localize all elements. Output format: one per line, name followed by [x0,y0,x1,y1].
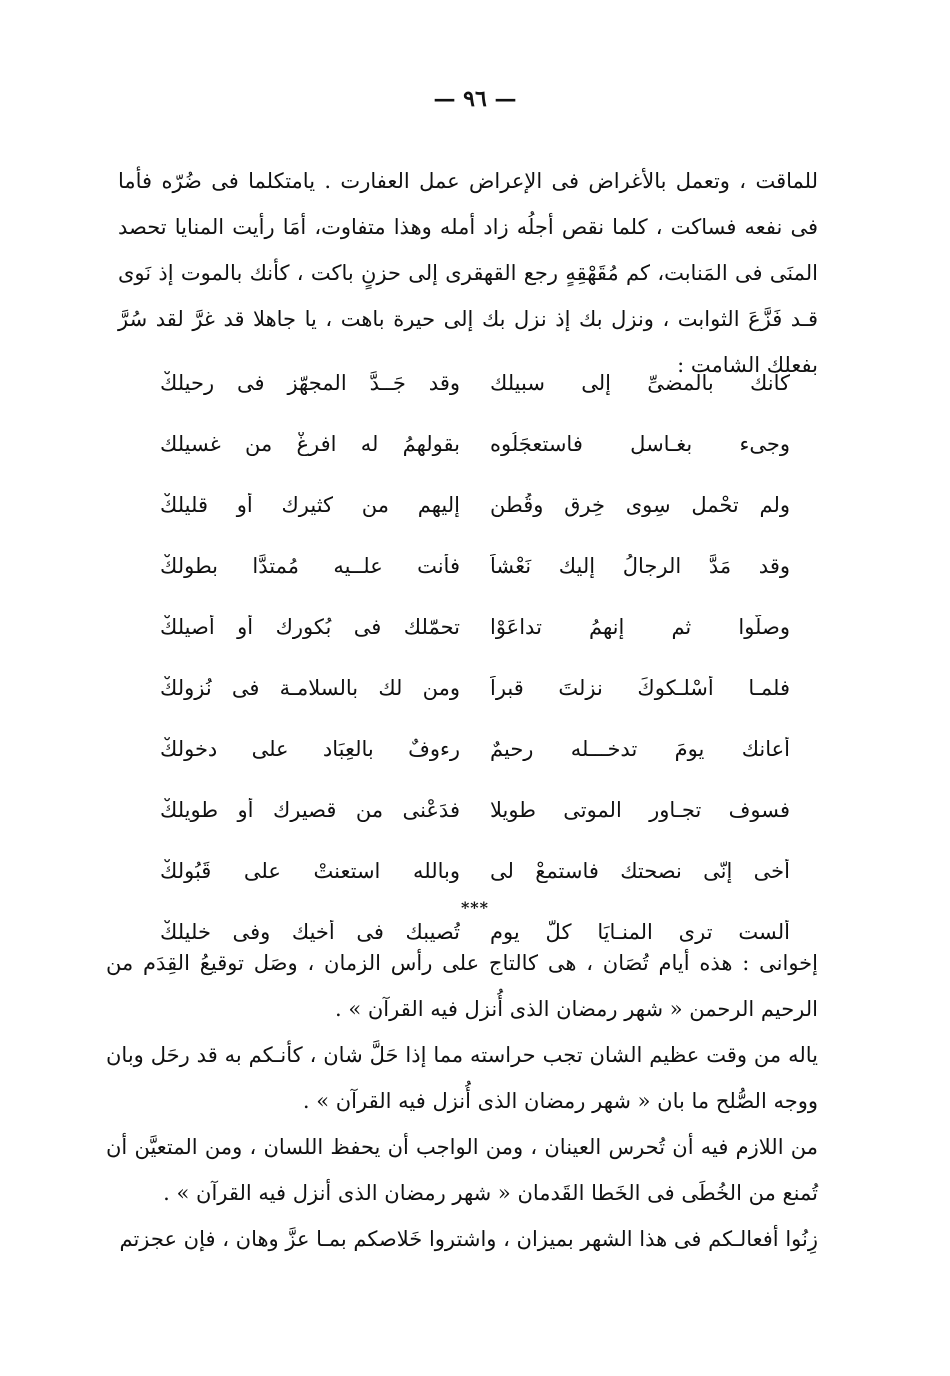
verse-second-hemistich: فدَعْنى من قصيرك أو طويلكْ [160,797,460,822]
paragraph: إخوانى : هذه أيام تُصَان ، هى كالتاج على رأس الزمان ، وصَل توقيعُ القِدَم من الرحيم الرحمن « شهر رمضان الذى أُنزل فيه القرآن » . [106,951,818,1021]
paragraph: زِنُوا أفعالـكم فى هذا الشهر بميزان ، واشتروا خَلاصكم بمـا عزَّ وهان ، فإن عجزتم [119,1227,818,1251]
verse-first-hemistich: ولم تحْمل سِوى خِرق وقُطن [490,492,790,517]
verse [160,352,790,413]
section-separator: *** [460,898,490,917]
verse-second-hemistich: ومن لك بالسلامـة فى نُزولكْ [160,675,460,700]
verse-second-hemistich: تُصيبك فى أخيك وفى خليلكْ [160,919,460,944]
verse [160,474,790,535]
verse-second-hemistich: وقد جَــدَّ المجهّز فى رحيلكْ [160,370,460,395]
verse-first-hemistich: فلمـا أسْلـكوكَ نزلتَ قبراً [490,675,790,700]
verse-first-hemistich: كأنك بالمضىِّ إلى سبيلك [490,370,790,395]
verse-first-hemistich: وجىء بغـاسلٍ فاستعجَلُوه [490,431,790,456]
poem [160,352,790,962]
verse [160,718,790,779]
verse [160,596,790,657]
verse [160,779,790,840]
verse-first-hemistich: وقد مَدَّ الرجالُ إليك نَعْشاً [490,553,790,578]
paragraph: من اللازم فيه أن تُحرس العينان ، ومن الواجب أن يحفظ اللسان ، ومن المتعيَّن أن تُمنع من الخُطَى فى الخَطا القَدمان « شهر رمضان الذى أنزل فيه القرآن » . [106,1135,818,1205]
paragraph: للماقت ، وتعمل بالأغراض فى الإعراض عمل العفارت . يامتكلما فى ضُرّه فأما فى نفعه فساكت ، كلما نقص أجلُه زاد أمله وهذا متفاوت، أمَا رأيت المنايا تحصد المنَى فى المَنابت، كم مُقَهْقِهٍ رجع القهقرى إلى حزنٍ باكت ، كأنك بالموت إذ نَوى قـد فَزَّعَ الثوابت ، ونزل بك إذ نزل بك إلى حيرة باهت ، يا جاهلا قد غرَّ لقد سُرَّ بفعلك الشامت : [118,169,818,377]
verse-second-hemistich: تحمّلك فى بُكورك أو أصيلكْ [160,614,460,639]
verse [160,657,790,718]
closing-paragraphs [106,940,818,1262]
verse-second-hemistich: رءوفٌ بالعِبَاد على دخولكْ [160,736,460,761]
verse-first-hemistich: وصلّوا ثم إنهمُ تداعَوْا [490,614,790,639]
paragraph: ياله من وقت عظيم الشان تجب حراسته مما إذا حَلَّ شان ، كأنـكم به قد رحَل وبان ووجه الصُّلح ما بان « شهر رمضان الذى أُنزل فيه القرآن » . [106,1043,818,1113]
verse-second-hemistich: إليهم من كثيرك أو قليلكْ [160,492,460,517]
verse [160,413,790,474]
verse-second-hemistich: بقولهمُ له افرغْ من غسيلك [160,431,460,456]
verse-first-hemistich: ألست ترى المنـايَا كلَّ يوم [490,919,790,944]
verse-second-hemistich: وبالله استعنتْ على قَبُولكْ [160,858,460,883]
verse-first-hemistich: فسوف تجـاور الموتى طويلا [490,797,790,822]
verse-second-hemistich: فأنت علــيه مُمتدًّا بطولكْ [160,553,460,578]
page-number: — ٩٦ — [433,86,517,112]
verse [160,840,790,901]
verse-first-hemistich: أعانك يومَ تدخـــله رحيمٌ [490,736,790,761]
verse-first-hemistich: أخى إنّى نصحتك فاستمعْ لى [490,858,790,883]
verse [160,535,790,596]
